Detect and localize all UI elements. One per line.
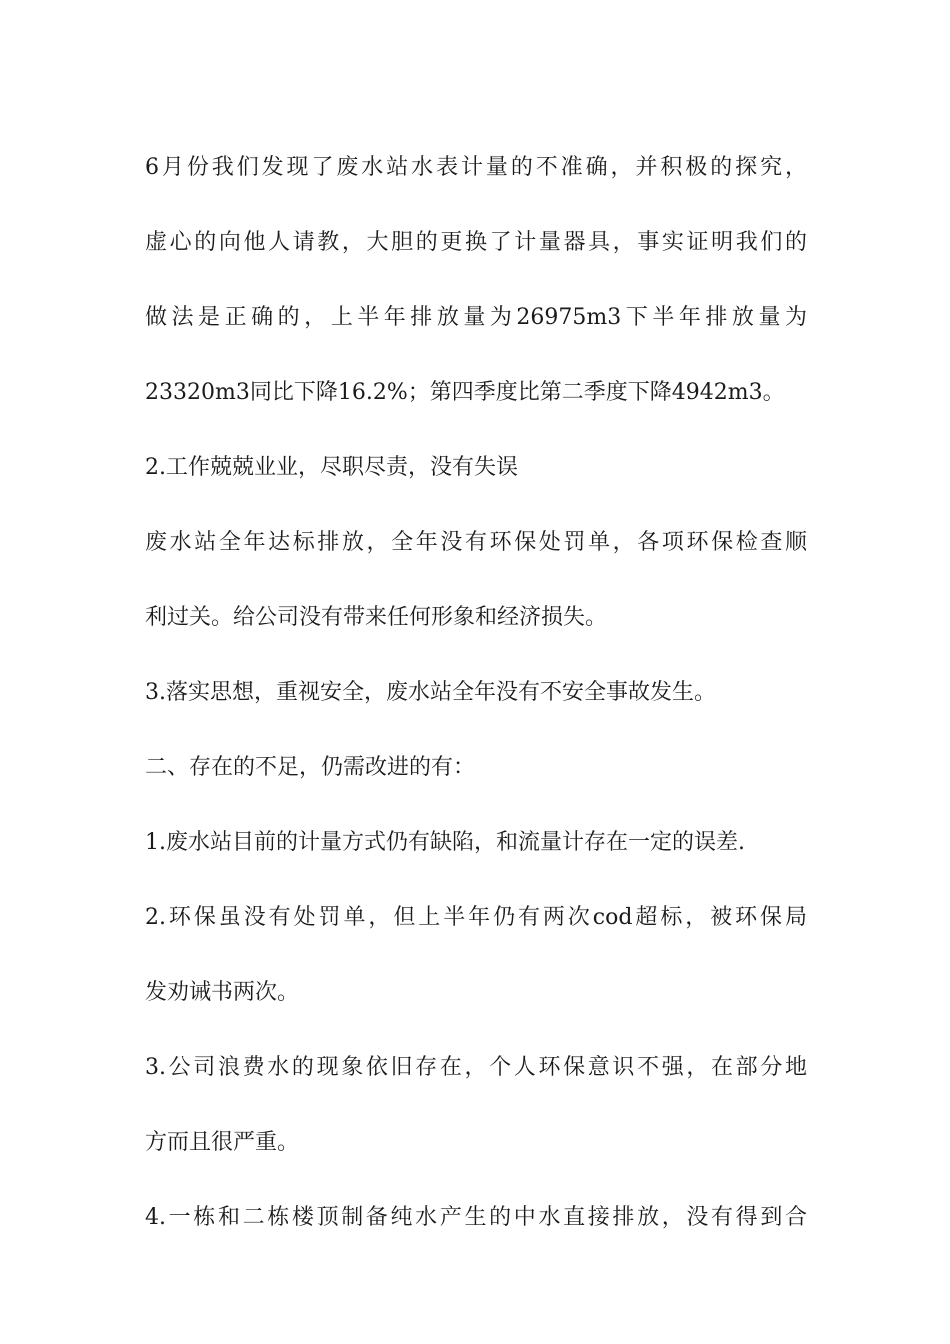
section-heading-deficiencies: 二、存在的不足，仍需改进的有： [145,755,476,780]
paragraph-line-1: 6月份我们发现了废水站水表计量的不准确，并积极的探究， [145,155,807,180]
list-item-1: 1.废水站目前的计量方式仍有缺陷，和流量计存在一定的误差. [145,830,745,855]
paragraph-line-3: 做法是正确的，上半年排放量为26975m3下半年排放量为 [145,305,807,330]
list-item-2: 2.环保虽没有处罚单，但上半年仍有两次cod超标，被环保局 [145,905,807,930]
paragraph-line-7: 利过关。给公司没有带来任何形象和经济损失。 [145,605,608,630]
list-item-3-continued: 方而且很严重。 [145,1130,300,1155]
section-heading-2: 2.工作兢兢业业，尽职尽责，没有失误 [145,455,518,480]
document-body [145,130,807,1255]
list-item-2-continued: 发劝诫书两次。 [145,980,300,1005]
paragraph-line-4: 23320m3同比下降16.2%；第四季度比第二季度下降4942m3。 [145,380,785,405]
paragraph-line-2: 虚心的向他人请教，大胆的更换了计量器具，事实证明我们的 [145,230,807,255]
section-heading-3: 3.落实思想，重视安全，废水站全年没有不安全事故发生。 [145,680,716,705]
list-item-4: 4.一栋和二栋楼顶制备纯水产生的中水直接排放，没有得到合 [145,1205,807,1230]
paragraph-line-6: 废水站全年达标排放，全年没有环保处罚单，各项环保检查顺 [145,530,807,555]
list-item-3: 3.公司浪费水的现象依旧存在，个人环保意识不强，在部分地 [145,1055,807,1080]
